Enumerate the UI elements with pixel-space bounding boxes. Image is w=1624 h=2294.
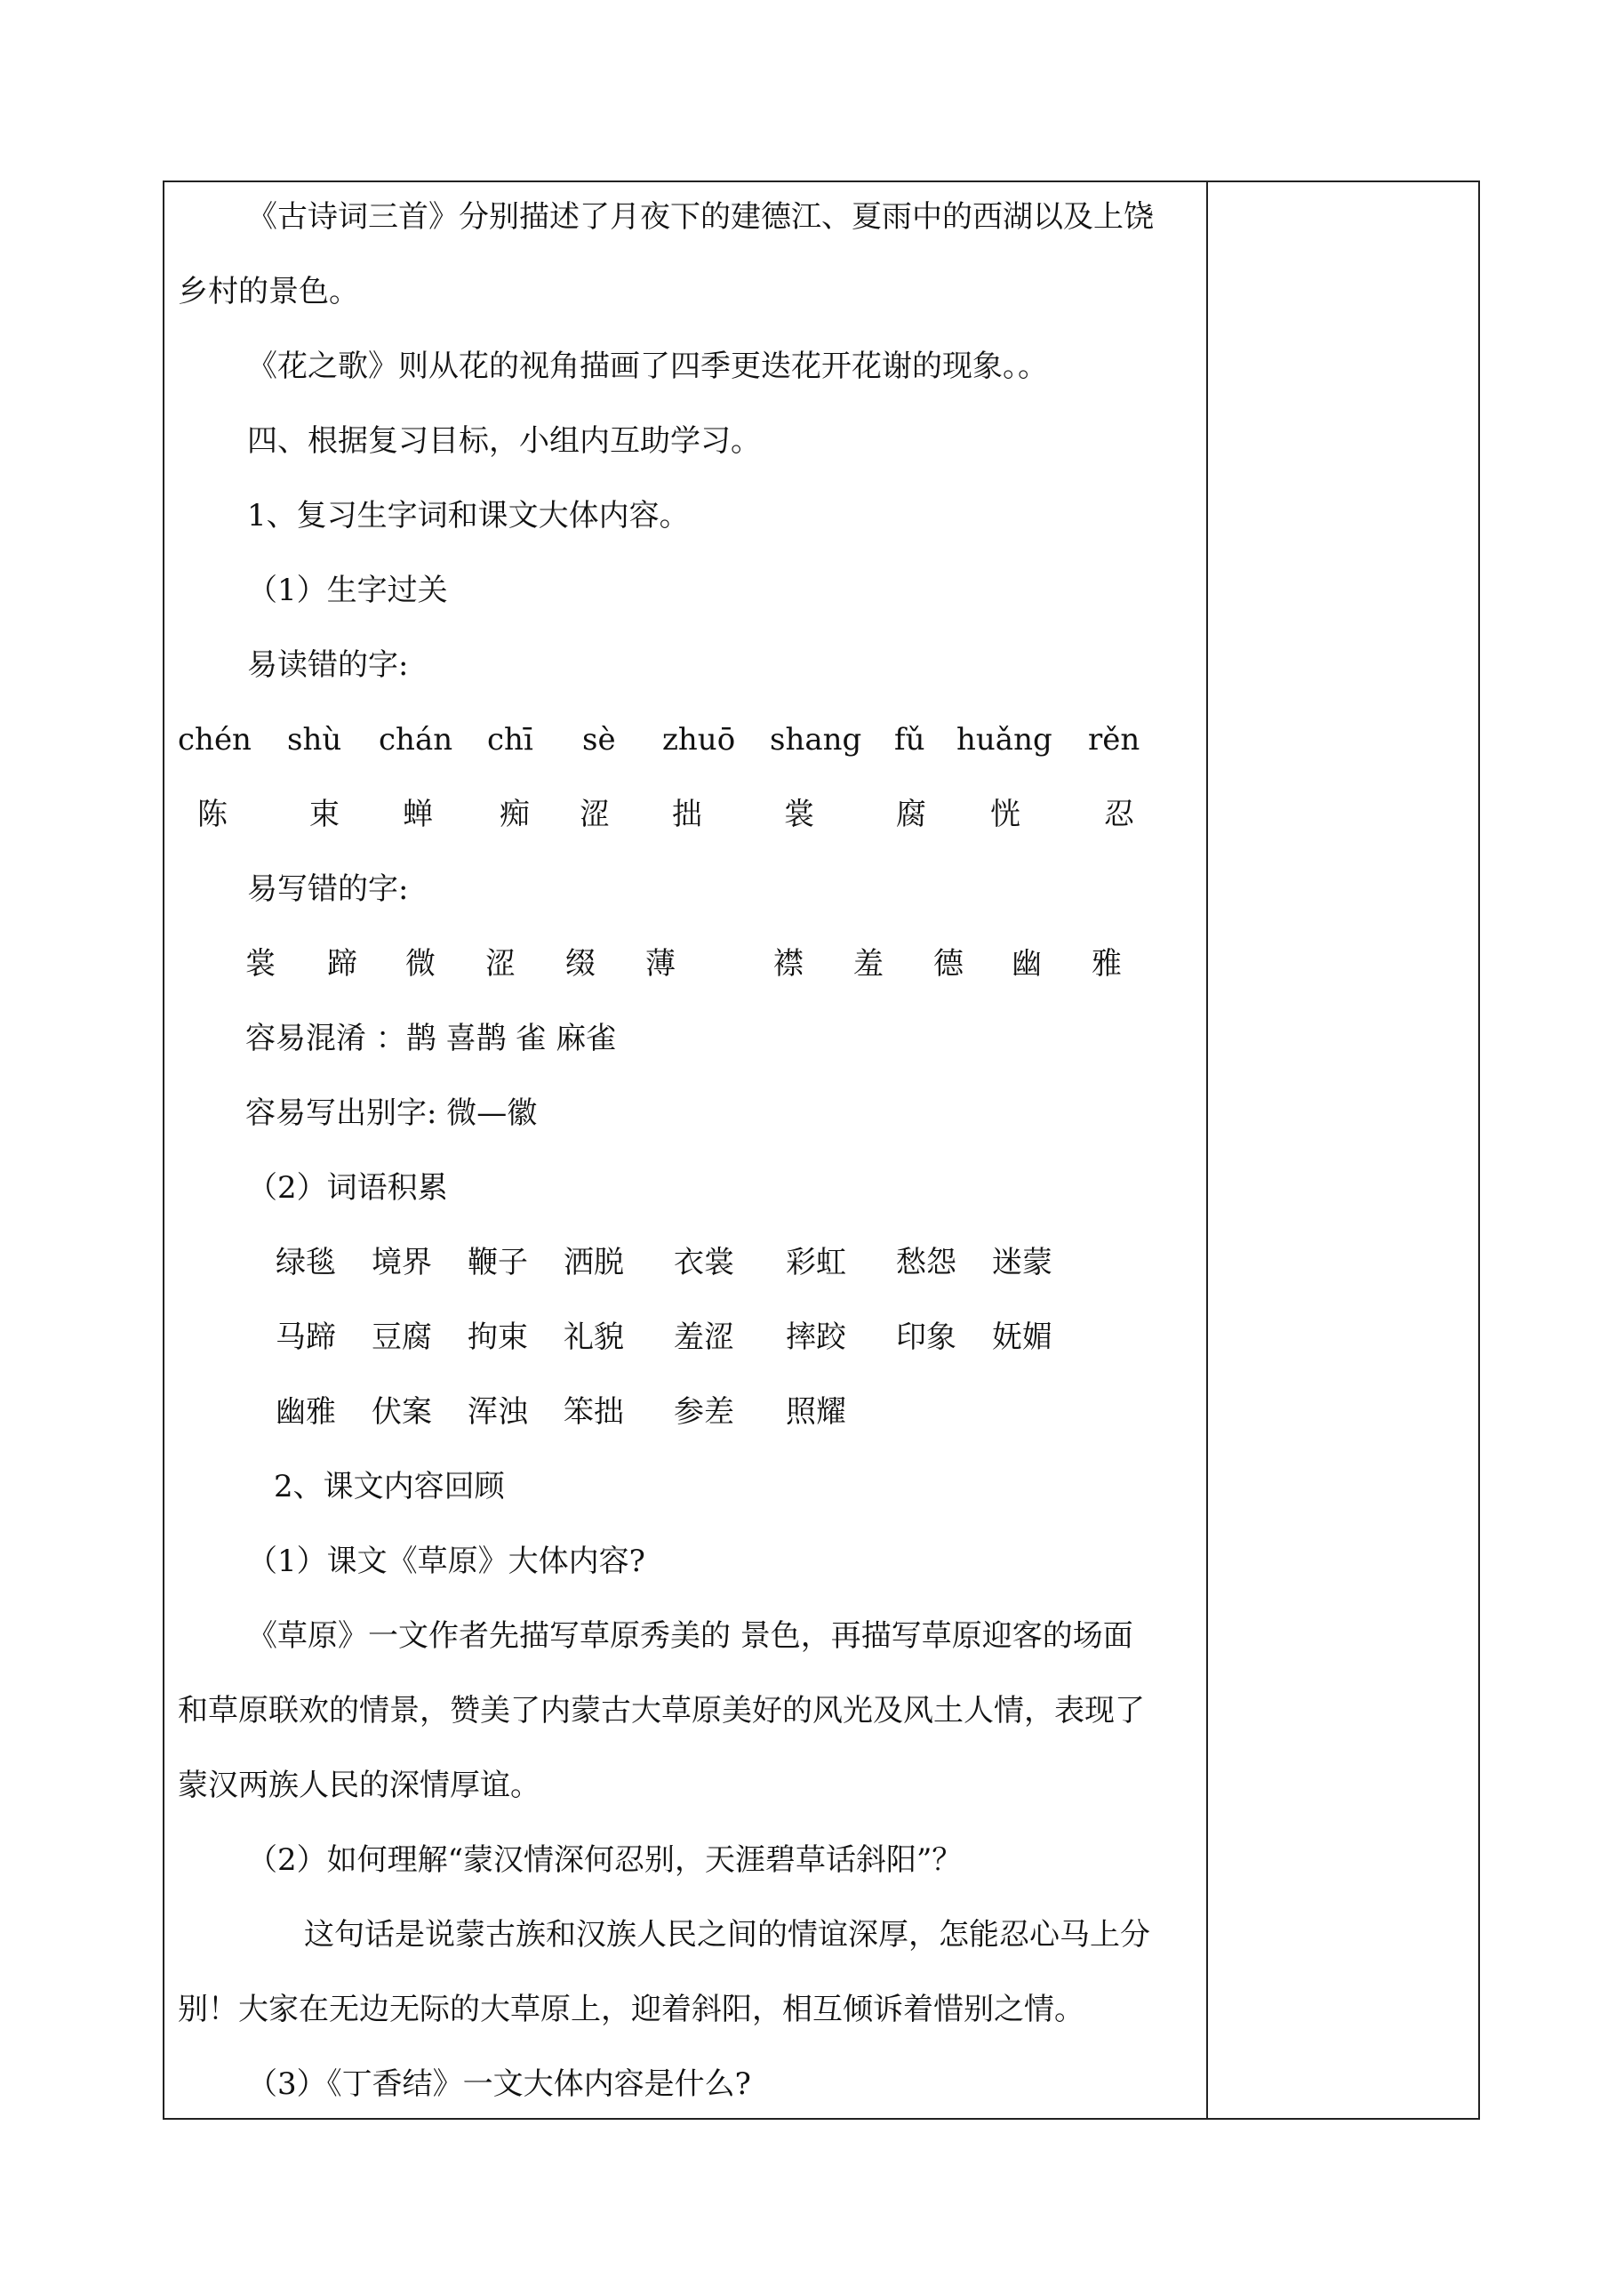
label-line: 易读错的字:	[247, 647, 409, 683]
paragraph-line: 这句话是说蒙古族和汉族人民之间的情谊深厚，怎能忍心马上分	[304, 1917, 1150, 1953]
question-line: （3）《丁香结》一文大体内容是什么?	[247, 2066, 751, 2102]
subsection-heading: （2）词语积累	[247, 1170, 448, 1206]
char-item: 裳	[784, 797, 814, 832]
pinyin-item: zhuō	[662, 722, 736, 758]
word-item: 浑浊	[468, 1394, 528, 1430]
word-item: 幽雅	[276, 1394, 336, 1430]
label-line: 易写错的字:	[247, 871, 409, 907]
char-item: 腐	[896, 797, 926, 832]
pinyin-item: shang	[770, 722, 862, 758]
table-frame	[163, 180, 1480, 2120]
label-line: 容易写出别字: 微—徽	[245, 1095, 538, 1131]
pinyin-item: shù	[287, 722, 342, 758]
char-item: 蝉	[403, 797, 433, 832]
paragraph-line: 乡村的景色。	[178, 274, 359, 309]
word-row	[178, 1319, 1200, 1355]
char-item: 恍	[990, 797, 1020, 832]
pinyin-item: huǎng	[956, 722, 1052, 758]
char-item: 陈	[197, 797, 228, 832]
pinyin-row	[178, 722, 1200, 758]
word-item: 马蹄	[276, 1319, 336, 1355]
word-item: 彩虹	[786, 1245, 846, 1280]
word-item: 衣裳	[674, 1245, 734, 1280]
word-item: 笨拙	[564, 1394, 624, 1430]
word-item: 伏案	[372, 1394, 432, 1430]
word-row	[178, 1394, 1200, 1430]
word-item: 绿毯	[276, 1245, 336, 1280]
char-item: 雅	[1092, 946, 1122, 982]
pinyin-item: chán	[379, 722, 453, 758]
paragraph-line: 《草原》一文作者先描写草原秀美的 景色，再描写草原迎客的场面	[247, 1618, 1133, 1654]
word-item: 妩媚	[992, 1319, 1052, 1355]
pinyin-item: chī	[487, 722, 533, 758]
word-item: 羞涩	[674, 1319, 734, 1355]
paragraph-line: 《花之歌》则从花的视角描画了四季更迭花开花谢的现象。。	[247, 349, 1048, 384]
word-item: 礼貌	[564, 1319, 624, 1355]
char-item: 拙	[672, 797, 702, 832]
char-item: 涩	[485, 946, 516, 982]
chars-write-row	[178, 946, 1200, 982]
char-item: 羞	[853, 946, 884, 982]
word-item: 鞭子	[468, 1245, 528, 1280]
word-item: 照耀	[786, 1394, 846, 1430]
word-item: 愁怨	[896, 1245, 956, 1280]
char-item: 薄	[645, 946, 676, 982]
word-item: 摔跤	[786, 1319, 846, 1355]
char-item: 微	[405, 946, 436, 982]
subsection-heading: 1、复习生字词和课文大体内容。	[247, 498, 690, 533]
word-item: 印象	[896, 1319, 956, 1355]
paragraph-line: 《古诗词三首》分别描述了月夜下的建德江、夏雨中的西湖以及上饶	[247, 199, 1154, 235]
pinyin-item: sè	[582, 722, 616, 758]
char-item: 幽	[1012, 946, 1042, 982]
char-item: 裳	[245, 946, 276, 982]
word-item: 境界	[372, 1245, 432, 1280]
char-item: 忍	[1104, 797, 1134, 832]
word-item: 拘束	[468, 1319, 528, 1355]
char-item: 德	[933, 946, 964, 982]
word-item: 迷蒙	[992, 1245, 1052, 1280]
pinyin-item: chén	[178, 722, 252, 758]
char-item: 缀	[565, 946, 596, 982]
question-line: （2）如何理解“蒙汉情深何忍别，天涯碧草话斜阳”？	[247, 1842, 963, 1878]
subsection-heading: （1）生字过关	[247, 573, 448, 608]
section-heading: 四、根据复习目标，小组内互助学习。	[247, 423, 761, 459]
paragraph-line: 别！大家在无边无际的大草原上，迎着斜阳，相互倾诉着惜别之情。	[178, 1992, 1084, 2027]
paragraph-line: 蒙汉两族人民的深情厚谊。	[178, 1768, 540, 1803]
word-row	[178, 1245, 1200, 1280]
word-item: 洒脱	[564, 1245, 624, 1280]
subsection-heading: 2、课文内容回顾	[274, 1469, 505, 1504]
char-item: 襟	[773, 946, 804, 982]
chars-read-row	[178, 797, 1200, 832]
char-item: 涩	[580, 797, 610, 832]
pinyin-item: rěn	[1088, 722, 1140, 758]
question-line: （1）课文《草原》大体内容?	[247, 1544, 645, 1579]
paragraph-line: 和草原联欢的情景，赞美了内蒙古大草原美好的风光及风土人情，表现了	[178, 1693, 1145, 1729]
char-item: 蹄	[327, 946, 357, 982]
word-item: 豆腐	[372, 1319, 432, 1355]
pinyin-item: fǔ	[894, 722, 925, 758]
char-item: 束	[309, 797, 340, 832]
word-item: 参差	[674, 1394, 734, 1430]
table-column-divider	[1206, 180, 1208, 2120]
label-line: 容易混淆 ：鹊 喜鹊 雀 麻雀	[245, 1021, 617, 1056]
char-item: 痴	[500, 797, 530, 832]
